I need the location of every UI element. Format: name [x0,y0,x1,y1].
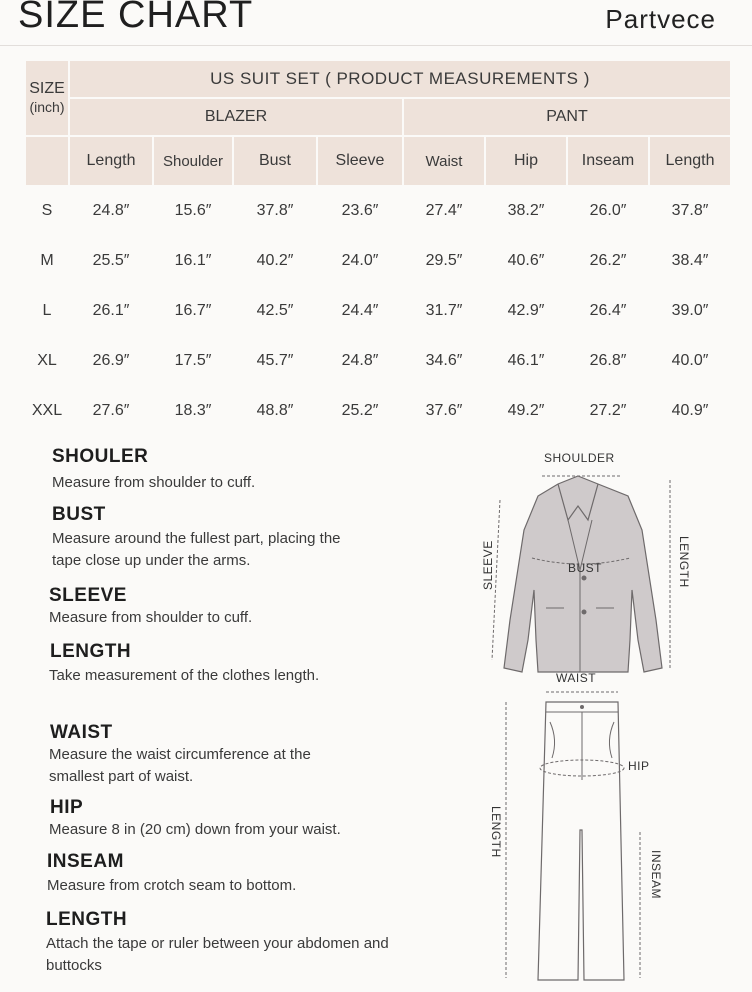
measurement-cell: 18.3″ [153,386,233,436]
size-cell: XL [25,336,69,386]
column-header: Shoulder [153,136,233,186]
guide-title: INSEAM [47,851,124,872]
measurement-cell: 16.7″ [153,286,233,336]
table-caption: US SUIT SET ( PRODUCT MEASUREMENTS ) [69,60,731,98]
guide-desc: Measure from shoulder to cuff. [49,609,253,626]
measurement-cell: 40.6″ [485,236,567,286]
garment-illustration [460,440,700,985]
guide-desc: Attach the tape or ruler between your abdomen and buttocks [46,935,389,974]
measurement-cell: 40.2″ [233,236,317,286]
size-label: SIZE [29,79,65,97]
measurement-cell: 31.7″ [403,286,485,336]
measurement-cell: 45.7″ [233,336,317,386]
column-header: Hip [485,136,567,186]
measurement-cell: 24.8″ [317,336,403,386]
measurement-cell: 16.1″ [153,236,233,286]
column-header-blank [25,136,69,186]
column-header: Inseam [567,136,649,186]
column-header: Length [69,136,153,186]
measurement-cell: 48.8″ [233,386,317,436]
measurement-cell: 26.0″ [567,186,649,236]
header-divider [0,45,752,46]
label-hip: HIP [628,759,650,773]
guide-title: LENGTH [50,641,132,662]
column-header-row [25,136,731,186]
table-row [25,186,731,236]
size-cell: L [25,286,69,336]
measurement-cell: 24.4″ [317,286,403,336]
measurement-cell: 27.4″ [403,186,485,236]
measurement-cell: 26.2″ [567,236,649,286]
measurement-cell: 34.6″ [403,336,485,386]
column-header: Sleeve [317,136,403,186]
size-cell: S [25,186,69,236]
guide-title: BUST [52,504,106,525]
guide-desc: Take measurement of the clothes length. [49,667,320,684]
table-row [25,236,731,286]
measurement-cell: 37.8″ [649,186,731,236]
measurement-cell: 29.5″ [403,236,485,286]
page-title: SIZE CHART [18,0,254,36]
guide-title: LENGTH [46,909,128,930]
label-inseam: INSEAM [649,850,663,900]
measurement-cell: 37.8″ [233,186,317,236]
size-cell: XXL [25,386,69,436]
brand-name: Partvece [605,4,716,34]
column-header: Waist [403,136,485,186]
measurement-cell: 17.5″ [153,336,233,386]
pant-figure [489,671,663,980]
measurement-cell: 38.4″ [649,236,731,286]
guide-desc: Measure from shoulder to cuff. [52,474,256,491]
measurement-cell: 40.9″ [649,386,731,436]
guide-desc: Measure around the fullest part, placing the tape close up under the arms. [52,530,341,569]
measurement-cell: 42.5″ [233,286,317,336]
size-table [24,59,732,437]
measurement-cell: 26.1″ [69,286,153,336]
label-sleeve: SLEEVE [481,540,495,590]
label-pant-length: LENGTH [489,806,503,858]
measurement-cell: 26.9″ [69,336,153,386]
label-jacket-length: LENGTH [677,536,691,588]
guide-desc: Measure 8 in (20 cm) down from your waist. [49,821,341,838]
group-blazer: BLAZER [69,98,403,136]
measurement-cell: 37.6″ [403,386,485,436]
measurement-cell: 24.8″ [69,186,153,236]
unit-label: (inch) [29,98,65,115]
size-header-cell [25,60,69,136]
size-cell: M [25,236,69,286]
label-waist: WAIST [556,671,597,685]
measurement-cell: 24.0″ [317,236,403,286]
table-row [25,386,731,436]
guide-desc: Measure from crotch seam to bottom. [47,877,297,894]
measurement-cell: 38.2″ [485,186,567,236]
column-header: Length [649,136,731,186]
measurement-cell: 49.2″ [485,386,567,436]
measurement-cell: 26.4″ [567,286,649,336]
measurement-cell: 15.6″ [153,186,233,236]
measurement-cell: 26.8″ [567,336,649,386]
guide-title: HIP [50,797,84,818]
label-shoulder: SHOULDER [544,451,615,465]
guide-title: SHOULER [52,446,149,467]
measurement-cell: 27.6″ [69,386,153,436]
guide-desc: Measure the waist circumference at the smallest part of waist. [49,746,311,785]
guide-title: SLEEVE [49,585,127,606]
table-row [25,286,731,336]
label-bust: BUST [568,561,603,575]
group-pant: PANT [403,98,731,136]
measurement-cell: 39.0″ [649,286,731,336]
measurement-cell: 27.2″ [567,386,649,436]
table-row [25,336,731,386]
column-header: Bust [233,136,317,186]
measurement-cell: 25.2″ [317,386,403,436]
measurement-cell: 23.6″ [317,186,403,236]
measurement-cell: 42.9″ [485,286,567,336]
blazer-figure [481,451,691,672]
measurement-cell: 46.1″ [485,336,567,386]
guide-title: WAIST [50,722,113,743]
measurement-cell: 40.0″ [649,336,731,386]
measurement-cell: 25.5″ [69,236,153,286]
size-rows [25,186,731,436]
